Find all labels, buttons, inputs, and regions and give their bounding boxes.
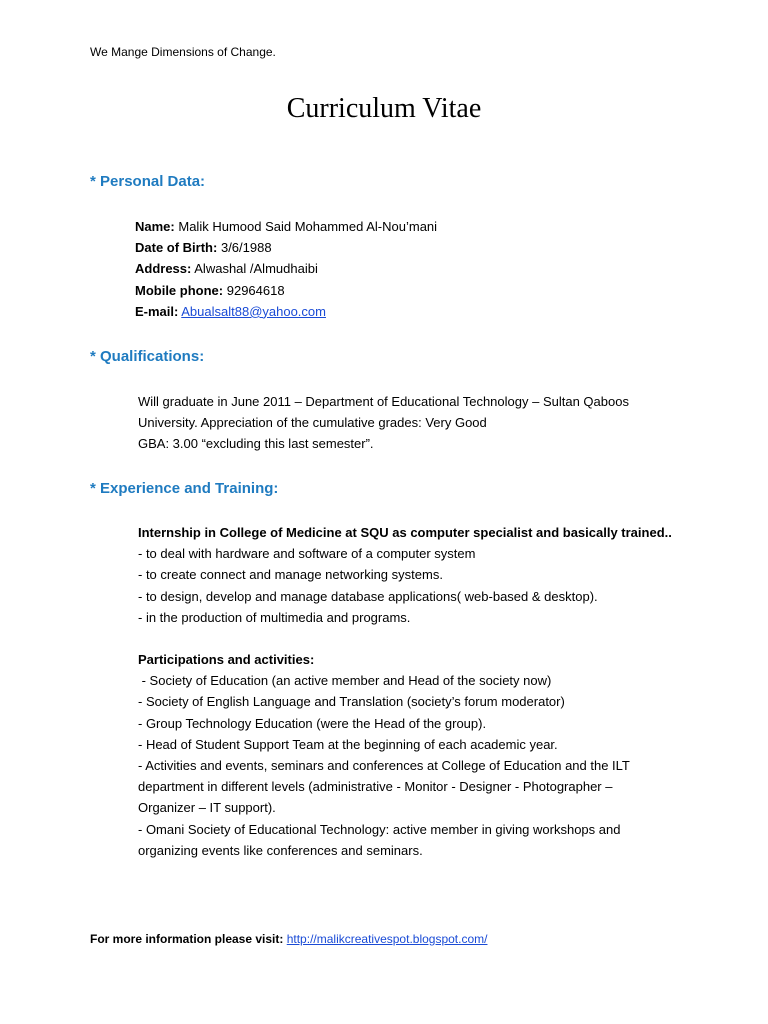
name-label: Name: xyxy=(135,219,175,234)
list-item: - Head of Student Support Team at the beginning of each academic year. xyxy=(138,736,558,752)
personal-email-row xyxy=(135,301,437,322)
internship-title: Internship in College of Medicine at SQU as computer specialist and basically trained.. xyxy=(138,525,672,540)
personal-phone-row xyxy=(135,280,437,301)
participations-block xyxy=(138,649,630,861)
list-item: - Society of English Language and Translation (society’s forum moderator) xyxy=(138,694,565,710)
qualification-line: University. Appreciation of the cumulative grades: Very Good xyxy=(138,415,487,431)
list-item: - Omani Society of Educational Technology: active member in giving workshops and xyxy=(138,821,621,837)
footer-label: For more information please visit: xyxy=(90,932,284,946)
page-title: Curriculum Vitae xyxy=(286,93,482,124)
qualifications-text xyxy=(138,391,629,455)
dob-label: Date of Birth: xyxy=(135,240,218,256)
phone-label: Mobile phone: xyxy=(135,282,224,298)
section-heading-experience: * Experience and Training: xyxy=(90,480,279,497)
personal-data-list xyxy=(135,216,437,322)
footer-link[interactable]: http://malikcreativespot.blogspot.com/ xyxy=(286,932,488,946)
qualification-line: GBA: 3.00 “excluding this last semester”. xyxy=(138,436,374,452)
phone-value: 92964618 xyxy=(226,282,285,298)
list-item: - to create connect and manage networking systems. xyxy=(138,567,443,583)
address-value: Alwashal /Almudhaibi xyxy=(194,261,318,277)
name-value: Malik Humood Said Mohammed Al-Nou’mani xyxy=(178,219,438,234)
list-item: department in different levels (administrative - Monitor - Designer - Photographer – xyxy=(138,779,613,795)
header-note: We Mange Dimensions of Change. xyxy=(90,45,276,59)
list-item: - in the production of multimedia and programs. xyxy=(138,609,411,625)
list-item: - Group Technology Education (were the Head of the group). xyxy=(138,715,487,731)
list-item: - Activities and events, seminars and conferences at College of Education and the ILT xyxy=(138,757,630,773)
personal-address-row xyxy=(135,258,437,279)
list-item: - to deal with hardware and software of a computer system xyxy=(138,546,476,562)
internship-block xyxy=(138,522,672,628)
dob-value: 3/6/1988 xyxy=(220,240,272,256)
section-heading-personal: * Personal Data: xyxy=(90,173,206,190)
list-item: - to design, develop and manage database applications( web-based & desktop). xyxy=(138,588,598,604)
list-item: - Society of Education (an active member and Head of the society now) xyxy=(138,673,552,689)
list-item: Organizer – IT support). xyxy=(138,800,276,816)
personal-name-row xyxy=(135,216,437,237)
qualification-line: Will graduate in June 2011 – Department of Educational Technology – Sultan Qaboos xyxy=(138,394,629,409)
footer xyxy=(90,932,487,946)
personal-dob-row xyxy=(135,237,437,258)
participations-title: Participations and activities: xyxy=(138,652,315,667)
email-label: E-mail: xyxy=(135,303,179,319)
address-label: Address: xyxy=(135,261,192,277)
email-link[interactable]: Abualsalt88@yahoo.com xyxy=(181,303,326,319)
section-heading-qualifications: * Qualifications: xyxy=(90,348,205,365)
list-item: organizing events like conferences and seminars. xyxy=(138,842,423,858)
